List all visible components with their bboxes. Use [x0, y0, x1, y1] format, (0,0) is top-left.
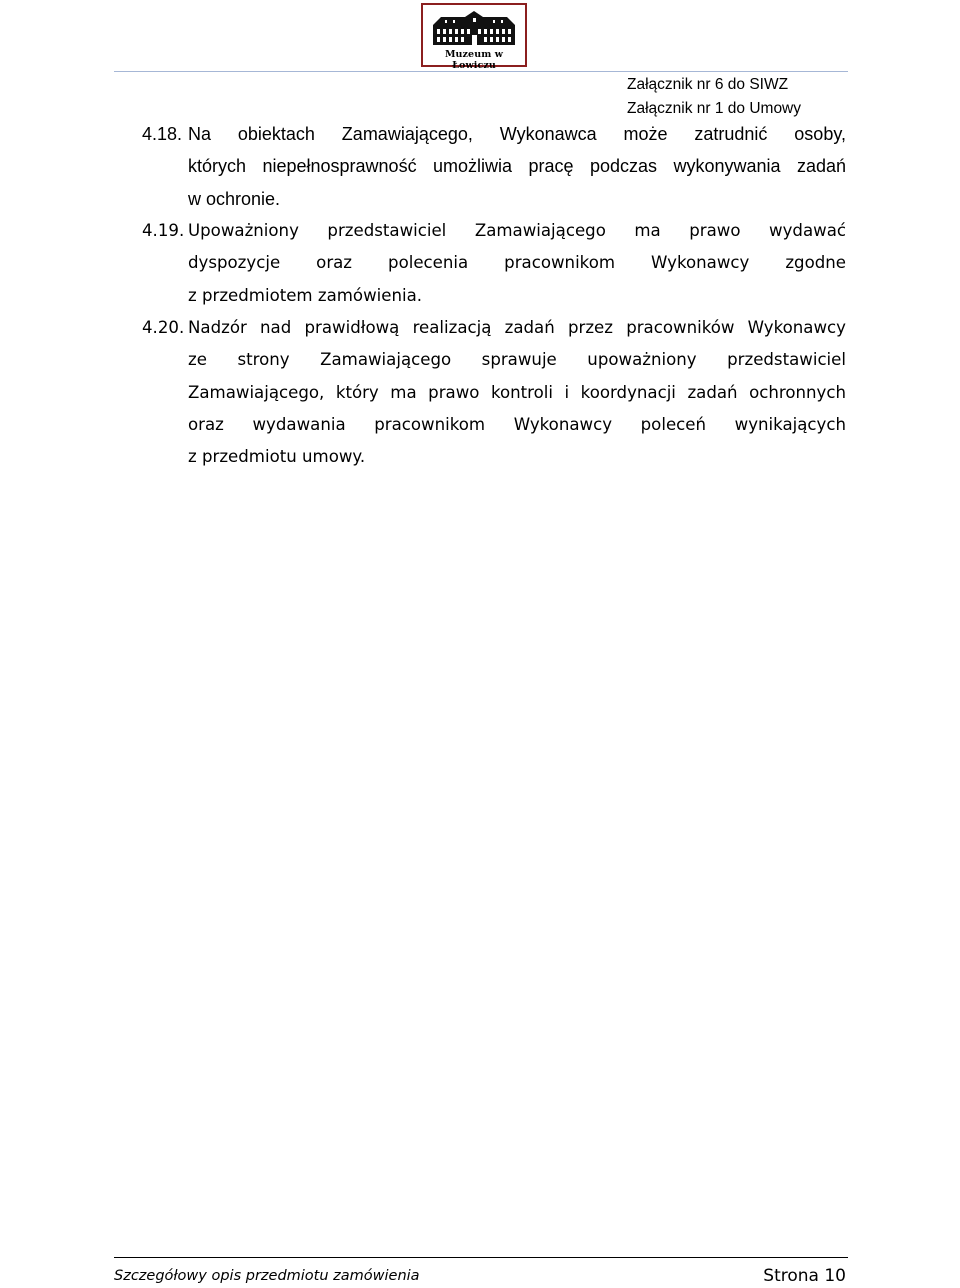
item-line: Zamawiającego, który ma prawo kontroli i koordynacji zadań ochronnych — [188, 382, 846, 402]
item-line: oraz wydawania pracownikom Wykonawcy poleceń wynikających — [188, 414, 846, 434]
museum-logo — [421, 3, 527, 71]
item-number: 4.19. — [142, 221, 185, 240]
header-attachment-siwz: Załącznik nr 6 do SIWZ — [627, 76, 789, 93]
list-item-4-20 — [142, 312, 846, 473]
item-line: ze strony Zamawiającego sprawuje upoważniony przedstawiciel — [188, 350, 846, 370]
item-line: z przedmiotu umowy. — [188, 447, 366, 467]
page-number: Strona 10 — [763, 1266, 846, 1286]
item-line: dyspozycje oraz polecenia pracownikom Wykonawcy zgodne — [188, 253, 846, 273]
item-line: w ochronie. — [188, 188, 281, 209]
item-line: Na obiektach Zamawiającego, Wykonawca może zatrudnić osoby, — [188, 124, 846, 144]
footer-divider — [114, 1257, 848, 1258]
item-number: 4.18. — [142, 124, 183, 144]
footer-document-title: Szczegółowy opis przedmiotu zamówienia — [114, 1268, 420, 1284]
item-line: z przedmiotem zamówienia. — [188, 285, 423, 305]
header-divider — [114, 71, 848, 72]
item-line: Upoważniony przedstawiciel Zamawiającego ma prawo wydawać — [188, 221, 846, 240]
item-number: 4.20. — [142, 318, 185, 337]
museum-building-icon — [431, 11, 517, 47]
list-item-4-18 — [142, 118, 846, 215]
header-attachment-umowy: Załącznik nr 1 do Umowy — [627, 100, 802, 117]
item-line: których niepełnosprawność umożliwia pracę podczas wykonywania zadań — [188, 156, 846, 177]
logo-text: Muzeum w Łowiczu — [444, 49, 504, 71]
item-line: Nadzór nad prawidłową realizacją zadań przez pracowników Wykonawcy — [188, 318, 846, 337]
list-item-4-19 — [142, 215, 846, 312]
